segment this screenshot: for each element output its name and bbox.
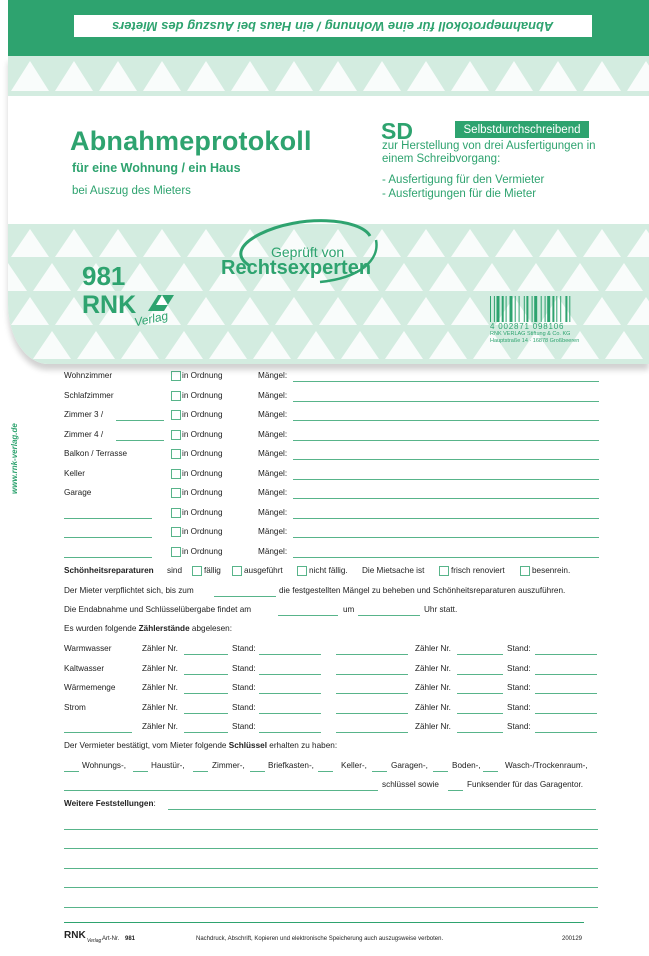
- meter-number-label: Zähler Nr.: [142, 663, 178, 673]
- in-ordnung-checkbox[interactable]: [171, 488, 181, 498]
- barcode-number: 4 002871 098106: [490, 322, 565, 331]
- barcode-bar: [497, 296, 500, 322]
- article-number: 981: [82, 261, 126, 291]
- maengel-label: Mängel:: [258, 488, 288, 497]
- room-label: Zimmer 4 /: [64, 429, 104, 439]
- key-count-line[interactable]: [372, 771, 387, 772]
- room-name-line[interactable]: [116, 440, 164, 441]
- meters-intro: [64, 624, 232, 633]
- further-line[interactable]: [168, 809, 596, 810]
- key-type-label: Zimmer-,: [212, 761, 245, 770]
- triangle-pattern-top: [8, 56, 649, 96]
- meter-reading-label-2: Stand:: [507, 644, 531, 653]
- in-ordnung-checkbox[interactable]: [171, 371, 181, 381]
- barcode-bar: [560, 296, 561, 322]
- meter-extra-line[interactable]: [336, 693, 408, 694]
- frisch-renoviert-checkbox[interactable]: [439, 566, 449, 576]
- in-ordnung-checkbox[interactable]: [171, 547, 181, 557]
- barcode-bar: [494, 296, 495, 322]
- sd-item-tenants: - Ausfertigungen für die Mieter: [382, 188, 537, 200]
- room-name-line[interactable]: [64, 557, 152, 558]
- key-count-line[interactable]: [318, 771, 333, 772]
- maengel-line[interactable]: [293, 518, 599, 519]
- renovation-sind: sind: [167, 566, 183, 575]
- meter-reading-label: Stand:: [232, 663, 256, 673]
- nicht-faellig-label: nicht fällig.: [309, 566, 348, 575]
- key-type-label: Wohnungs-,: [82, 761, 126, 770]
- barcode-bar: [506, 296, 507, 322]
- in-ordnung-label: in Ordnung: [182, 468, 223, 478]
- barcode-bar: [541, 296, 542, 322]
- meter-number-line-2[interactable]: [457, 713, 503, 714]
- maengel-label: Mängel:: [258, 507, 288, 517]
- document-subtitle-2: bei Auszug des Mieters: [72, 185, 191, 197]
- in-ordnung-checkbox[interactable]: [171, 469, 181, 479]
- in-ordnung-label: in Ordnung: [182, 546, 223, 556]
- keys-intro: [64, 741, 337, 750]
- in-ordnung-checkbox[interactable]: [171, 508, 181, 518]
- final-date-line[interactable]: [278, 615, 338, 616]
- meter-number-line[interactable]: [184, 693, 228, 694]
- sd-badge: Selbstdurchschreibend: [455, 121, 589, 138]
- sd-description: zur Herstellung von drei Ausfertigungen in einem Schreibvorgang:: [382, 140, 596, 165]
- meter-reading-label: Stand:: [232, 683, 256, 692]
- faellig-label: fällig: [204, 566, 221, 575]
- meter-number-label-2: Zähler Nr.: [415, 663, 451, 673]
- barcode-bar: [547, 296, 550, 322]
- maengel-line[interactable]: [293, 459, 599, 460]
- meter-number-label-2: Zähler Nr.: [415, 722, 451, 731]
- further-line[interactable]: [64, 829, 598, 830]
- meter-reading-line[interactable]: [259, 713, 321, 714]
- remote-count-line[interactable]: [448, 790, 463, 791]
- besenrein-label: besenrein.: [532, 566, 571, 575]
- meter-extra-line[interactable]: [336, 713, 408, 714]
- meter-reading-line[interactable]: [259, 693, 321, 694]
- key-type-label: Haustür-,: [151, 761, 185, 770]
- deadline-line[interactable]: [214, 596, 276, 597]
- meter-name-line[interactable]: [64, 732, 132, 733]
- sd-list: [382, 173, 544, 201]
- barcode-bar: [532, 296, 533, 322]
- meter-number-line[interactable]: [184, 732, 228, 733]
- in-ordnung-checkbox[interactable]: [171, 449, 181, 459]
- meter-number-label: Zähler Nr.: [142, 722, 178, 731]
- meter-number-line-2[interactable]: [457, 732, 503, 733]
- meter-reading-label-2: Stand:: [507, 683, 531, 692]
- in-ordnung-label: in Ordnung: [182, 371, 223, 380]
- document-subtitle: für eine Wohnung / ein Haus: [72, 161, 241, 175]
- uhr-label: Uhr statt.: [424, 605, 458, 614]
- footer-code: 200129: [562, 936, 583, 942]
- sd-item-landlord: - Ausfertigung für den Vermieter: [382, 174, 545, 186]
- meter-reading-label-2: Stand:: [507, 702, 531, 712]
- final-time-line[interactable]: [358, 615, 420, 616]
- meter-label: Kaltwasser: [64, 663, 105, 673]
- room-name-line[interactable]: [64, 518, 152, 519]
- room-name-line[interactable]: [116, 420, 164, 421]
- meter-reading-label: Stand:: [232, 702, 256, 712]
- maengel-label: Mängel:: [258, 371, 288, 380]
- barcode-bar: [526, 296, 528, 322]
- nicht-faellig-checkbox[interactable]: [297, 566, 307, 576]
- meter-number-label: Zähler Nr.: [142, 702, 178, 712]
- barcode-bar: [534, 296, 537, 322]
- meter-reading-line-2[interactable]: [535, 693, 597, 694]
- key-count-line[interactable]: [133, 771, 148, 772]
- um-label: um: [343, 605, 355, 614]
- key-other-line[interactable]: [64, 790, 378, 791]
- frisch-renoviert-label: frisch renoviert: [451, 566, 505, 575]
- further-line[interactable]: [64, 868, 598, 869]
- in-ordnung-label: in Ordnung: [182, 410, 223, 419]
- mirrored-title: Abnahmeprotokoll für eine Wohnung / ein Haus bei Auszug des Mieters: [112, 18, 554, 34]
- meter-label: Strom: [64, 702, 86, 712]
- meters-intro-part: abgelesen:: [191, 624, 232, 633]
- meter-reading-line[interactable]: [259, 674, 321, 675]
- in-ordnung-checkbox[interactable]: [171, 527, 181, 537]
- maengel-label: Mängel:: [258, 546, 288, 556]
- meters-intro-part: Zählerstände: [138, 624, 190, 633]
- key-count-line[interactable]: [433, 771, 448, 772]
- brand-subtitle: Verlag: [132, 308, 170, 330]
- key-type-label: Wasch-/Trockenraum-,: [505, 761, 588, 770]
- meter-reading-line-2[interactable]: [535, 674, 597, 675]
- footer-notice: Nachdruck, Abschrift, Kopieren und elektronische Speicherung auch auszugsweise verboten.: [196, 936, 444, 942]
- barcode-bar: [565, 296, 567, 322]
- room-label: Wohnzimmer: [64, 371, 113, 380]
- barcode-bar: [490, 296, 491, 322]
- final-inspection-label: Die Endabnahme und Schlüsselübergabe findet am: [64, 605, 252, 614]
- in-ordnung-checkbox[interactable]: [171, 430, 181, 440]
- meter-number-line[interactable]: [184, 654, 228, 655]
- keys-intro-part: Der Vermieter bestätigt, vom Mieter folgende: [64, 741, 227, 750]
- meter-reading-line[interactable]: [259, 732, 321, 733]
- barcode-bar: [552, 296, 554, 322]
- key-type-label: Boden-,: [452, 761, 481, 770]
- room-label: Keller: [64, 468, 85, 478]
- further-label: Weitere Feststellungen: [64, 799, 154, 808]
- keys-intro-part: Schlüssel: [228, 741, 267, 750]
- deadline-label: Der Mieter verpflichtet sich, bis zum: [64, 586, 194, 595]
- meter-number-line-2[interactable]: [457, 693, 503, 694]
- maengel-line[interactable]: [293, 401, 599, 402]
- room-label: Zimmer 3 /: [64, 410, 104, 419]
- barcode-icon: [490, 296, 596, 322]
- deadline-text: die festgestellten Mängel zu beheben und Schönheitsreparaturen auszuführen.: [279, 586, 566, 595]
- seal-line-2: Rechtsexperten: [221, 257, 372, 279]
- room-label: Balkon / Terrasse: [64, 449, 128, 458]
- meter-number-line[interactable]: [184, 713, 228, 714]
- meter-reading-line-2[interactable]: [535, 713, 597, 714]
- key-type-label: Briefkasten-,: [268, 761, 314, 770]
- ausgefuehrt-label: ausgeführt: [244, 566, 283, 575]
- meter-reading-label-2: Stand:: [507, 663, 531, 673]
- maengel-line[interactable]: [293, 440, 599, 441]
- barcode-bar: [545, 296, 546, 322]
- maengel-line[interactable]: [293, 557, 599, 558]
- barcode-bar: [556, 296, 557, 322]
- seal-line-1: Geprüft von: [271, 244, 345, 260]
- ausgefuehrt-checkbox[interactable]: [232, 566, 242, 576]
- barcode-bar: [519, 296, 520, 322]
- barcode-bar: [502, 296, 504, 322]
- in-ordnung-label: in Ordnung: [182, 527, 223, 536]
- meter-extra-line[interactable]: [336, 674, 408, 675]
- maengel-line[interactable]: [293, 479, 599, 480]
- in-ordnung-label: in Ordnung: [182, 429, 223, 439]
- further-line[interactable]: [64, 848, 598, 849]
- meter-number-line-2[interactable]: [457, 674, 503, 675]
- maengel-label: Mängel:: [258, 410, 288, 419]
- meter-label: Wärmemenge: [64, 683, 116, 692]
- in-ordnung-label: in Ordnung: [182, 390, 223, 400]
- footer-brand: RNK: [64, 930, 86, 941]
- barcode-bar: [524, 296, 525, 322]
- key-type-label: Keller-,: [341, 761, 367, 770]
- key-count-line[interactable]: [483, 771, 498, 772]
- in-ordnung-checkbox[interactable]: [171, 391, 181, 401]
- maengel-label: Mängel:: [258, 390, 288, 400]
- maengel-label: Mängel:: [258, 449, 288, 458]
- publisher-line-2: Hauptstraße 14 · 16878 Großbeeren: [490, 338, 580, 344]
- key-count-line[interactable]: [193, 771, 208, 772]
- meter-number-line-2[interactable]: [457, 654, 503, 655]
- maengel-label: Mängel:: [258, 429, 288, 439]
- renovation-heading: Schönheitsreparaturen: [64, 566, 154, 575]
- key-count-line[interactable]: [64, 771, 79, 772]
- document-title: Abnahmeprotokoll: [70, 126, 312, 156]
- room-name-line[interactable]: [64, 537, 152, 538]
- meter-extra-line[interactable]: [336, 732, 408, 733]
- maengel-line[interactable]: [293, 537, 599, 538]
- publisher-line-1: RNK VERLAG Stiftung & Co. KG: [490, 331, 571, 337]
- meter-extra-line[interactable]: [336, 654, 408, 655]
- in-ordnung-label: in Ordnung: [182, 507, 223, 517]
- meter-reading-label: Stand:: [232, 644, 256, 653]
- meters-intro-part: Es wurden folgende: [64, 624, 137, 633]
- in-ordnung-label: in Ordnung: [182, 449, 223, 458]
- key-line2-label: schlüssel sowie: [382, 780, 439, 789]
- meter-reading-label-2: Stand:: [507, 722, 531, 731]
- barcode-bar: [510, 296, 513, 322]
- meter-label: Warmwasser: [64, 644, 112, 653]
- remote-label: Funksender für das Garagentor.: [467, 780, 584, 789]
- maengel-line[interactable]: [293, 381, 599, 382]
- meter-number-label-2: Zähler Nr.: [415, 683, 451, 692]
- maengel-line[interactable]: [293, 498, 599, 499]
- footer-rule: [64, 922, 584, 923]
- room-label: Schlafzimmer: [64, 390, 114, 400]
- brand-mark-icon: [148, 293, 174, 311]
- meter-reading-line-2[interactable]: [535, 654, 597, 655]
- footer-brand-sub: Verlag: [87, 938, 102, 944]
- footer-art-label: Art-Nr.: [102, 936, 120, 942]
- barcode-bar: [569, 296, 570, 322]
- cover-sheet: [8, 56, 649, 364]
- meter-number-line[interactable]: [184, 674, 228, 675]
- brand-logo: RNK: [82, 291, 137, 319]
- meter-number-label: Zähler Nr.: [142, 683, 178, 692]
- meter-reading-line[interactable]: [259, 654, 321, 655]
- key-count-line[interactable]: [250, 771, 265, 772]
- maengel-label: Mängel:: [258, 527, 288, 536]
- barcode-bar: [515, 296, 516, 322]
- maengel-label: Mängel:: [258, 468, 288, 478]
- further-line[interactable]: [64, 887, 598, 888]
- meter-number-label-2: Zähler Nr.: [415, 702, 451, 712]
- key-type-label: Garagen-,: [391, 761, 428, 770]
- further-label-wrap: Weitere Feststellungen:: [64, 799, 156, 808]
- further-line[interactable]: [64, 907, 598, 908]
- keys-intro-part: erhalten zu haben:: [269, 741, 338, 750]
- in-ordnung-checkbox[interactable]: [171, 410, 181, 420]
- maengel-line[interactable]: [293, 420, 599, 421]
- sd-label: SD: [381, 118, 413, 144]
- in-ordnung-label: in Ordnung: [182, 488, 223, 497]
- meter-reading-label: Stand:: [232, 722, 256, 731]
- mietsache-label: Die Mietsache ist: [362, 566, 425, 575]
- besenrein-checkbox[interactable]: [520, 566, 530, 576]
- faellig-checkbox[interactable]: [192, 566, 202, 576]
- publisher-address: [490, 331, 579, 345]
- meter-number-label: Zähler Nr.: [142, 644, 178, 653]
- side-url: www.rnk-verlag.de: [10, 423, 19, 494]
- room-label: Garage: [64, 488, 92, 497]
- meter-reading-line-2[interactable]: [535, 732, 597, 733]
- footer-art-number: 981: [125, 936, 136, 942]
- meter-number-label-2: Zähler Nr.: [415, 644, 451, 653]
